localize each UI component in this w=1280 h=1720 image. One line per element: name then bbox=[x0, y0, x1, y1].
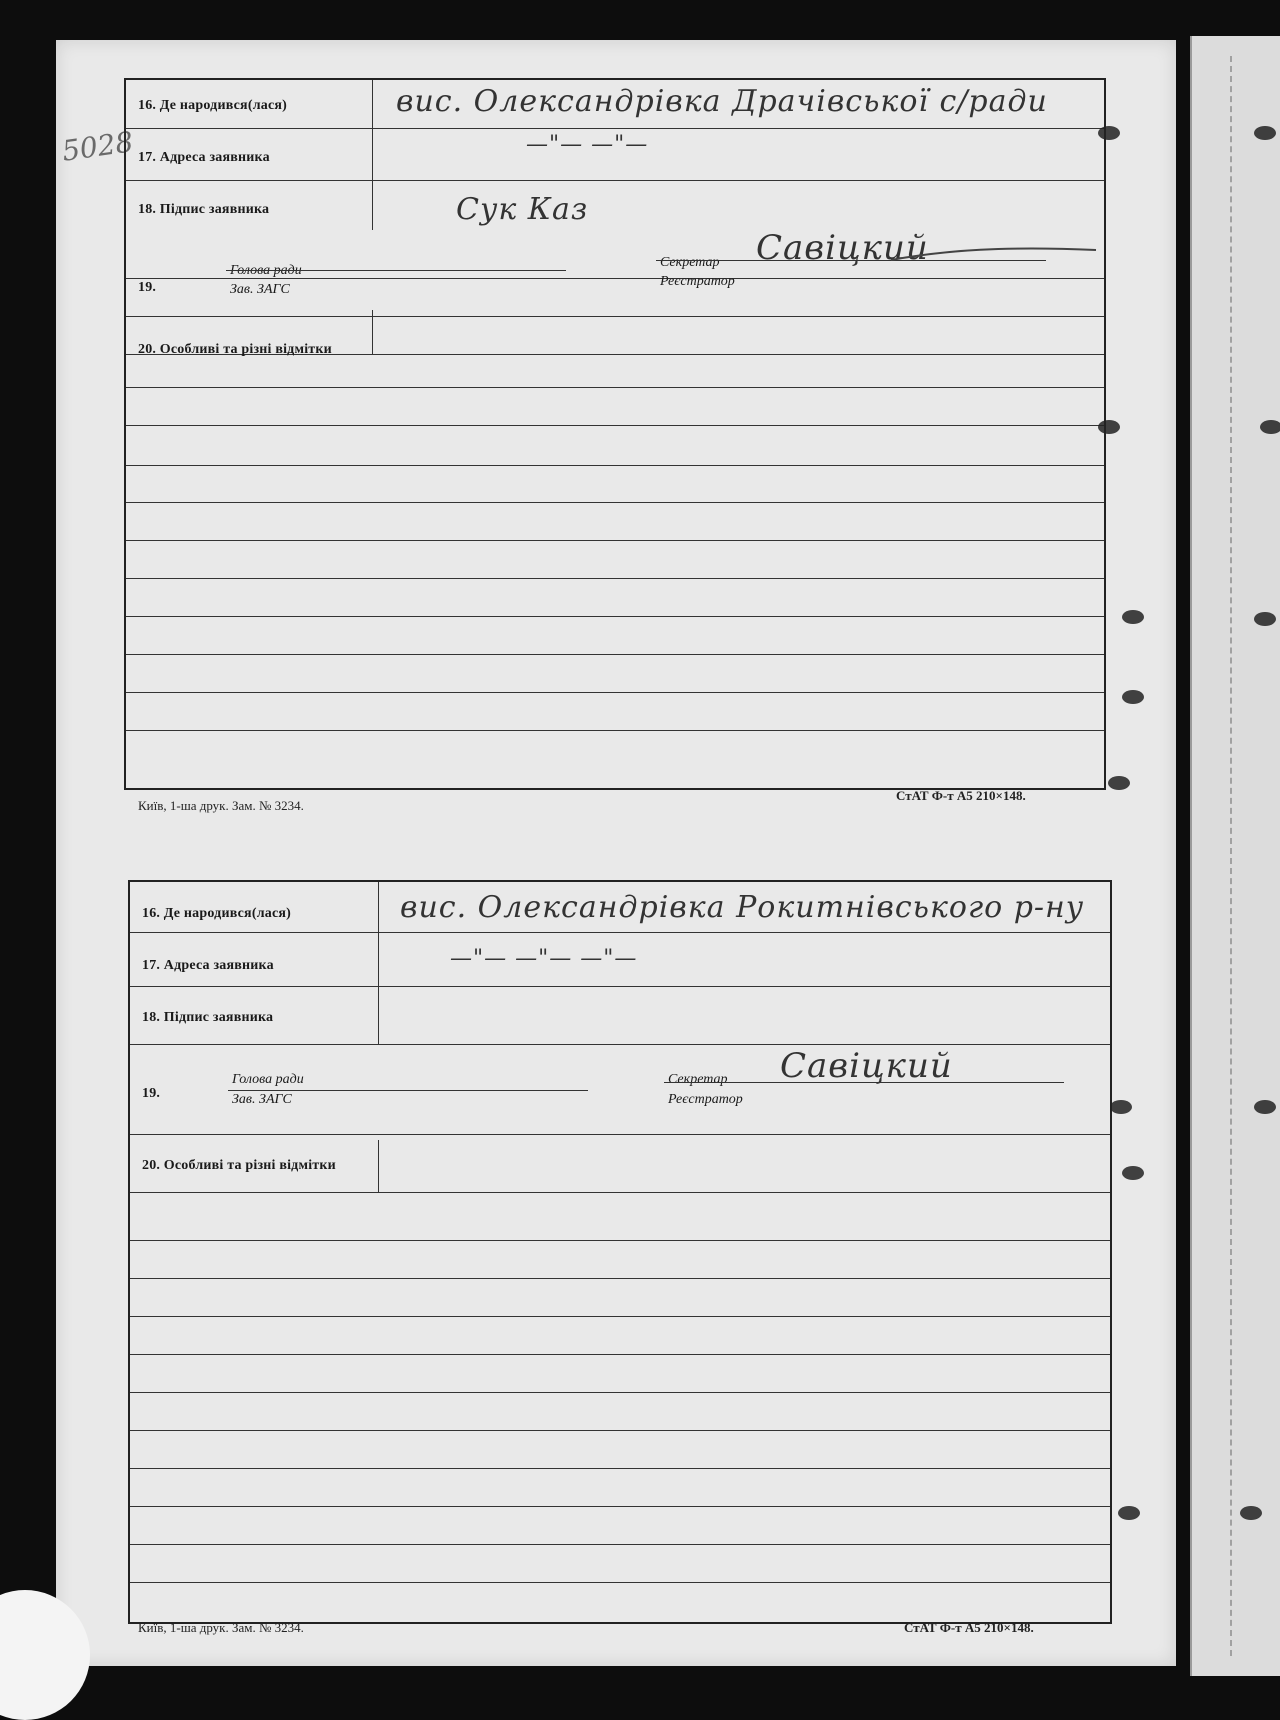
punch-hole bbox=[1254, 126, 1276, 140]
adjacent-page-edge bbox=[1190, 36, 1280, 1676]
punch-hole bbox=[1098, 420, 1120, 434]
field-16-label: 16. Де народився(лася) bbox=[138, 98, 288, 113]
handwritten-applicant-signature: Сук Каз bbox=[456, 192, 589, 227]
field-18-label: 18. Підпис заявника bbox=[142, 1010, 274, 1025]
punch-hole bbox=[1110, 1100, 1132, 1114]
field-19-label: 19. bbox=[142, 1086, 161, 1101]
handwritten-birthplace: вис. Олександрівка Драчівської с/ради bbox=[396, 84, 1048, 119]
field-18-label: 18. Підпис заявника bbox=[138, 202, 270, 217]
handwritten-address: —"— —"— bbox=[526, 132, 649, 157]
footer-right: СтАТ Ф-т А5 210×148. bbox=[904, 1620, 1034, 1635]
zags-head-label: Зав. ЗАГС bbox=[232, 1092, 292, 1107]
secretary-label: Секретар bbox=[660, 255, 720, 270]
head-of-council-label: Голова ради bbox=[230, 263, 302, 278]
punch-hole bbox=[1254, 1100, 1276, 1114]
punch-hole bbox=[1118, 1506, 1140, 1520]
field-17-label: 17. Адреса заявника bbox=[142, 958, 274, 973]
head-of-council-label: Голова ради bbox=[232, 1072, 304, 1087]
registrar-label: Реєстратор bbox=[660, 274, 735, 289]
punch-hole bbox=[1254, 612, 1276, 626]
punch-hole bbox=[1108, 776, 1130, 790]
secretary-signature-flourish bbox=[886, 242, 1106, 272]
footer-left: Київ, 1-ша друк. Зам. № 3234. bbox=[138, 1620, 304, 1635]
secretary-label: Секретар bbox=[668, 1072, 728, 1087]
form-top bbox=[124, 78, 1106, 790]
footer-right: СтАТ Ф-т А5 210×148. bbox=[896, 788, 1026, 803]
punch-hole bbox=[1122, 1166, 1144, 1180]
field-19-label: 19. bbox=[138, 280, 157, 295]
field-17-label: 17. Адреса заявника bbox=[138, 150, 270, 165]
punch-hole bbox=[1240, 1506, 1262, 1520]
handwritten-secretary-signature: Савіцкий bbox=[780, 1046, 953, 1086]
punch-hole bbox=[1122, 610, 1144, 624]
punch-hole bbox=[1122, 690, 1144, 704]
handwritten-address: —"— —"— —"— bbox=[450, 946, 638, 971]
margin-note: 5028 bbox=[60, 125, 136, 168]
registrar-label: Реєстратор bbox=[668, 1092, 743, 1107]
handwritten-birthplace: вис. Олександрівка Рокитнівського р-ну bbox=[400, 890, 1085, 925]
field-20-label: 20. Особливі та різні відмітки bbox=[138, 342, 332, 357]
punch-hole bbox=[1260, 420, 1280, 434]
form-bottom bbox=[128, 880, 1112, 1624]
handwritten-secretary-signature: Савіцкий bbox=[756, 228, 929, 268]
field-20-label: 20. Особливі та різні відмітки bbox=[142, 1158, 336, 1173]
zags-head-label: Зав. ЗАГС bbox=[230, 282, 290, 297]
field-16-label: 16. Де народився(лася) bbox=[142, 906, 292, 921]
punch-hole bbox=[1098, 126, 1120, 140]
footer-left: Київ, 1-ша друк. Зам. № 3234. bbox=[138, 798, 304, 813]
